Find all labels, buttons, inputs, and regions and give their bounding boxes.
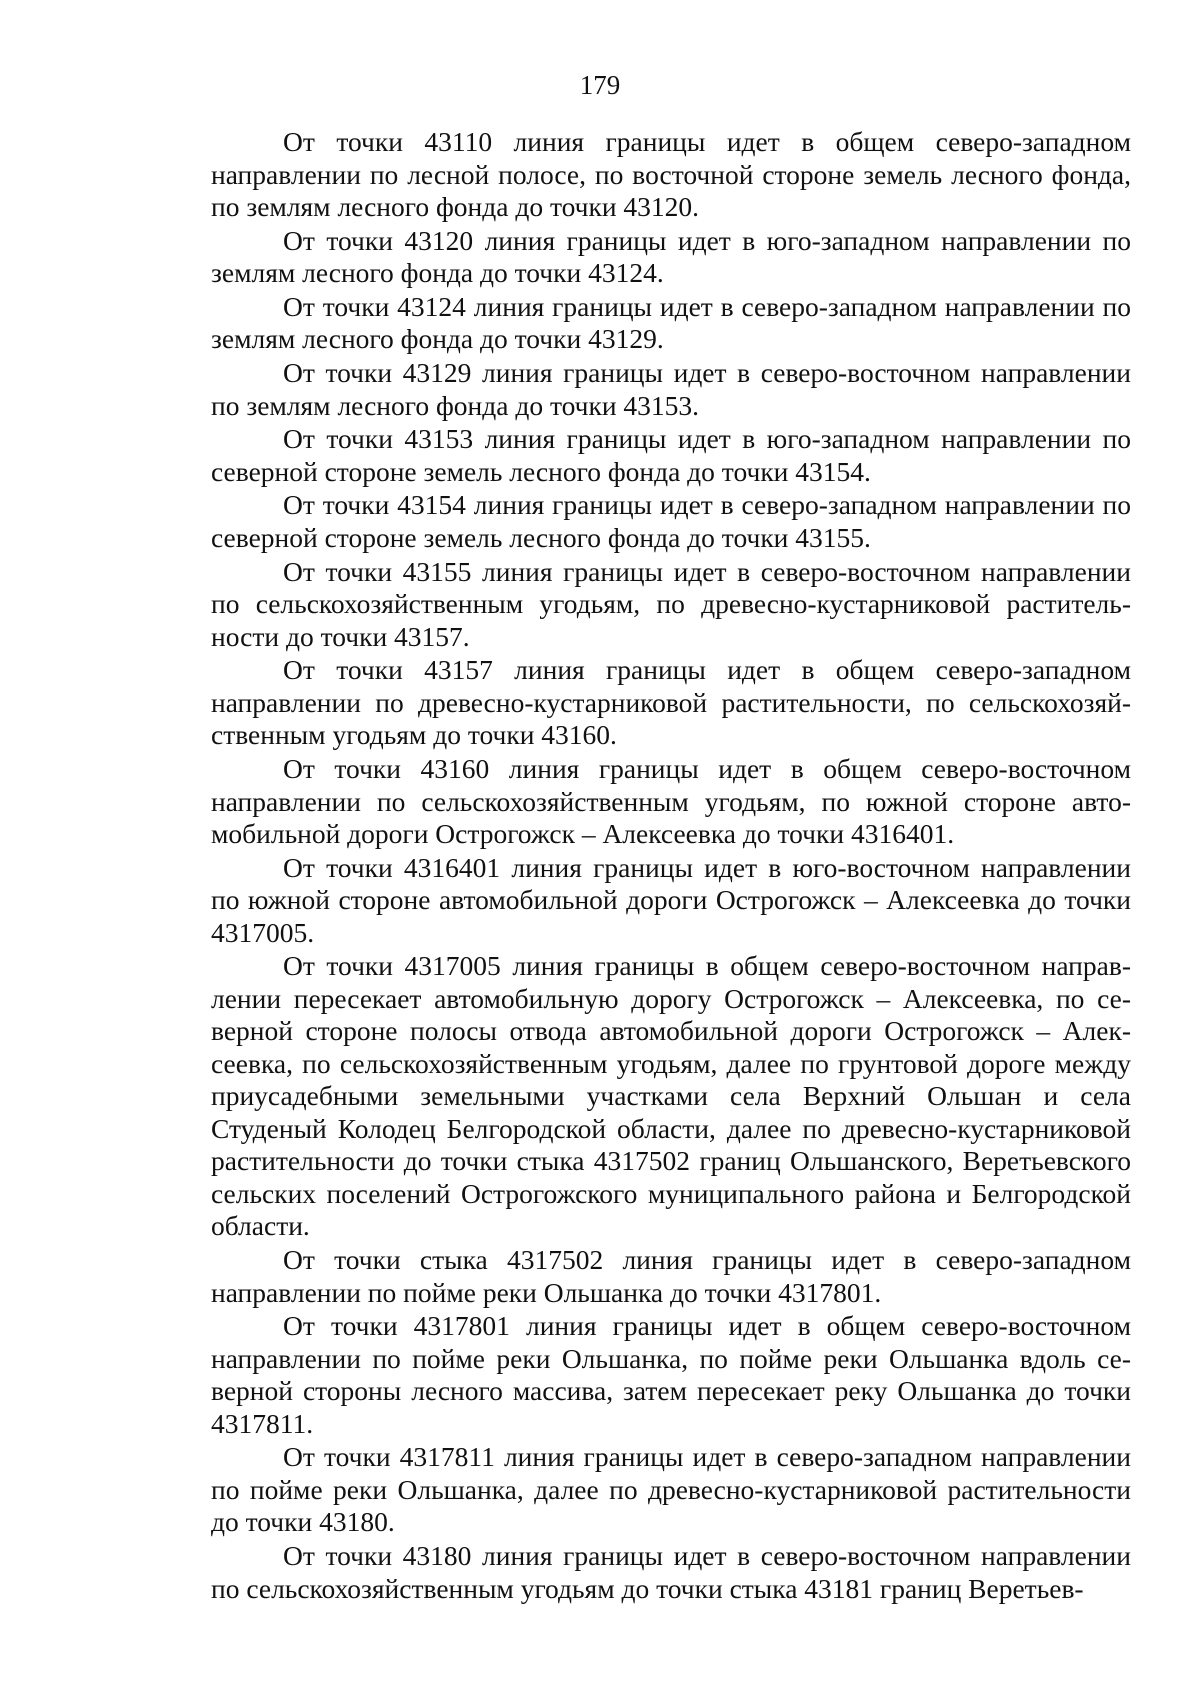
paragraph: От точки 43120 линия границы идет в юго-западном направлении по землям лесного фонда до точки 43124. [211, 224, 1131, 289]
paragraph: От точки 43155 линия границы идет в северо-восточном направлении по сельскохозяйственным угодьям, по древесно-кустарниковой растительности до точки 43157. [211, 555, 1131, 652]
paragraph: От точки 43157 линия границы идет в общем северо-западном направлении по древесно-кустарниковой растительности, по сельскохозяйственным угодьям до точки 43160. [211, 654, 1131, 751]
paragraph: От точки 4317005 линия границы в общем северо-восточном направлении пересекает автомобильную дорогу Острогожск – Алексеевка, по северной стороне полосы отвода автомобильной дороги Острогожск – Алексеевка, по сельскохозяйственным угодьям, далее по грунтовой дороге между приусадебными земельными участками села Верхний Ольшан и села Студеный Колодец Белгородской области, далее по древесно-кустарниковой растительности до точки стыка 4317502 границ Ольшанского, Веретьевского сельских поселений Острогожского муниципального района и Белгородской области. [211, 950, 1131, 1242]
paragraph: От точки 43124 линия границы идет в северо-западном направлении по землям лесного фонда до точки 43129. [211, 290, 1131, 355]
paragraph: От точки 43160 линия границы идет в общем северо-восточном направлении по сельскохозяйственным угодьям, по южной стороне автомобильной дороги Острогожск – Алексеевка до точки 4316401. [211, 753, 1131, 849]
paragraph: От точки 4317811 линия границы идет в северо-западном направлении по пойме реки Ольшанка, далее по древесно-кустарниковой растительности до точки 43180. [211, 1441, 1131, 1538]
page-number: 179 [579, 70, 621, 100]
paragraph: От точки стыка 4317502 линия границы идет в северо-западном направлении по пойме реки Ольшанка до точки 4317801. [211, 1244, 1131, 1308]
paragraph: От точки 43129 линия границы идет в северо-восточном направлении по землям лесного фонда до точки 43153. [211, 357, 1131, 421]
paragraph: От точки 43110 линия границы идет в общем северо-западном направлении по лесной полосе, по восточной стороне земель лесного фонда, по землям лесного фонда до точки 43120. [211, 126, 1131, 222]
paragraph: От точки 43153 линия границы идет в юго-западном направлении по северной стороне земель лесного фонда до точки 43154. [211, 423, 1131, 487]
paragraph: От точки 4316401 линия границы идет в юго-восточном направлении по южной стороне автомобильной дороги Острогожск – Алексеевка до точки 4317005. [211, 851, 1131, 948]
paragraph: От точки 4317801 линия границы идет в общем северо-восточном направлении по пойме реки Ольшанка, по пойме реки Ольшанка вдоль северной стороны лесного массива, затем пересекает реку Ольшанка до точки 4317811. [211, 1310, 1131, 1439]
document-body [211, 126, 1131, 1606]
paragraph: От точки 43180 линия границы идет в северо-восточном направлении по сельскохозяйственным угодьям до точки стыка 43181 границ Веретьев- [211, 1540, 1131, 1604]
paragraph: От точки 43154 линия границы идет в северо-западном направлении по северной стороне земель лесного фонда до точки 43155. [211, 489, 1131, 553]
